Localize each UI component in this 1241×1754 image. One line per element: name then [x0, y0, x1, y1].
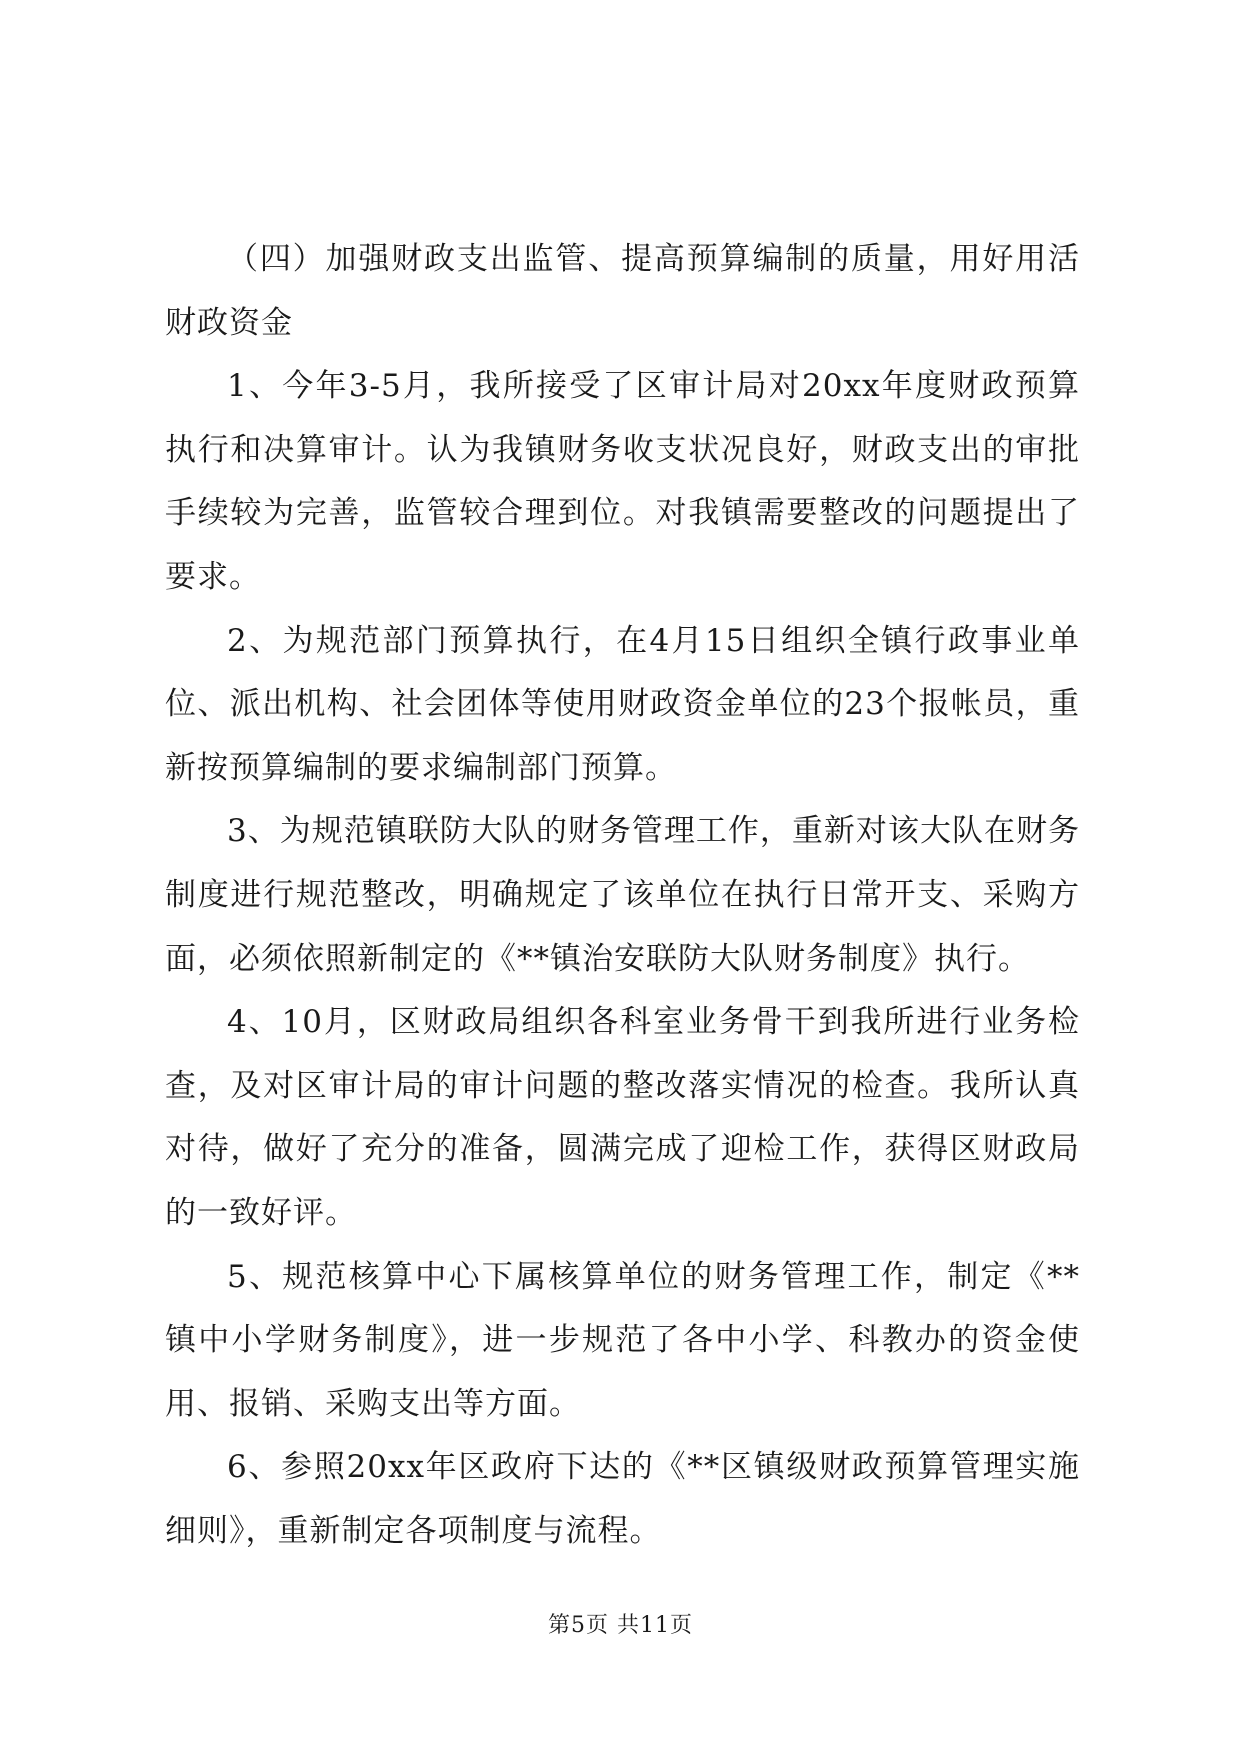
paragraph-item-1: 1、今年3-5月，我所接受了区审计局对20xx年度财政预算执行和决算审计。认为我镇财务收支状况良好，财政支出的审批手续较为完善，监管较合理到位。对我镇需要整改的问题提出了要求。: [165, 368, 1080, 595]
paragraph-item-5: 5、规范核算中心下属核算单位的财务管理工作，制定《**镇中小学财务制度》，进一步规范了各中小学、科教办的资金使用、报销、采购支出等方面。: [165, 1258, 1080, 1422]
document-body: [165, 228, 1080, 1563]
page-number-footer: 第5页 共11页: [548, 1613, 693, 1638]
section-heading: （四）加强财政支出监管、提高预算编制的质量，用好用活财政资金: [165, 241, 1080, 341]
paragraph-item-6: 6、参照20xx年区政府下达的《**区镇级财政预算管理实施细则》，重新制定各项制度与流程。: [165, 1449, 1080, 1549]
paragraph-item-3: 3、为规范镇联防大队的财务管理工作，重新对该大队在财务制度进行规范整改，明确规定了该单位在执行日常开支、采购方面，必须依照新制定的《**镇治安联防大队财务制度》执行。: [165, 813, 1080, 977]
paragraph-item-2: 2、为规范部门预算执行，在4月15日组织全镇行政事业单位、派出机构、社会团体等使用财政资金单位的23个报帐员，重新按预算编制的要求编制部门预算。: [165, 622, 1080, 786]
paragraph-item-4: 4、10月，区财政局组织各科室业务骨干到我所进行业务检查，及对区审计局的审计问题的整改落实情况的检查。我所认真对待，做好了充分的准备，圆满完成了迎检工作，获得区财政局的一致好评。: [165, 1004, 1080, 1231]
